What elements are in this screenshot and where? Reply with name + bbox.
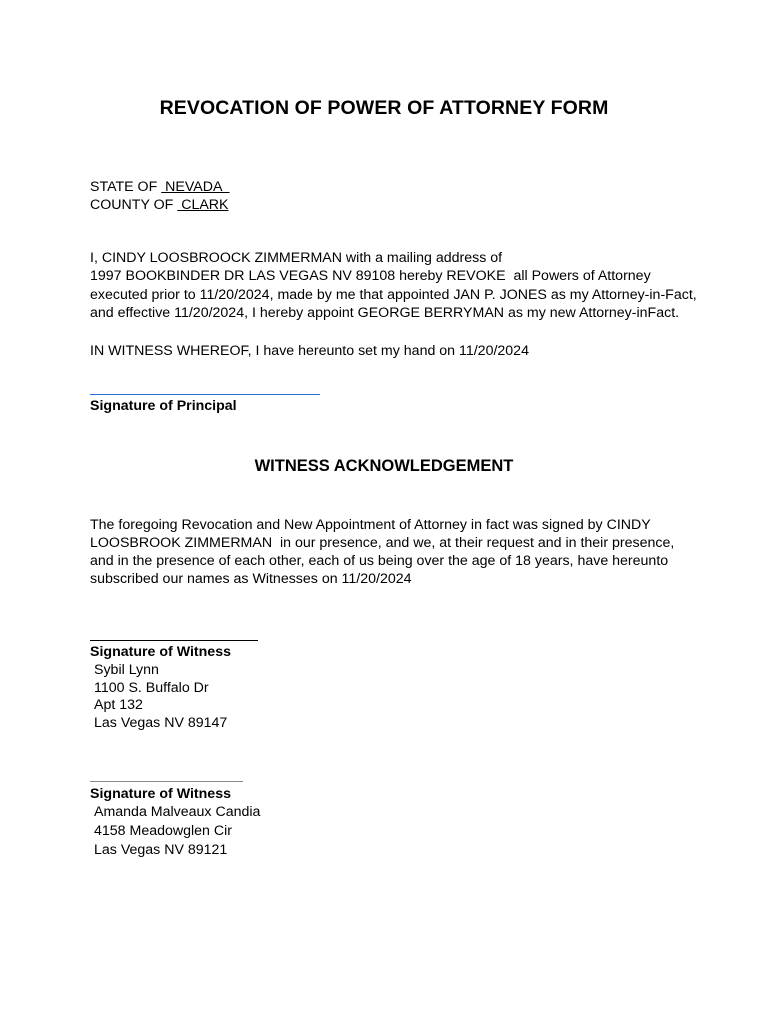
witness-1-address-line: Las Vegas NV 89147: [94, 715, 228, 731]
witness-1-address-line: Apt 132: [94, 697, 143, 713]
witness-paragraph-line: LOOSBROOK ZIMMERMAN in our presence, and we, at their request and in their presence,: [90, 535, 675, 551]
witness-2-signature-line: [90, 781, 243, 782]
witness-1-name: Sybil Lynn: [94, 662, 159, 678]
principal-signature-line: [90, 394, 320, 395]
body-line: executed prior to 11/20/2024, made by me that appointed JAN P. JONES as my Attorney-in-Fact,: [90, 287, 697, 303]
witness-paragraph-line: subscribed our names as Witnesses on 11/20/2024: [90, 571, 412, 587]
body-line: and effective 11/20/2024, I hereby appoint GEORGE BERRYMAN as my new Attorney-inFact.: [90, 305, 680, 321]
county-line: [90, 196, 229, 214]
principal-signature-label: Signature of Principal: [90, 398, 237, 414]
witness-2-signature-label: Signature of Witness: [90, 786, 231, 802]
witness-whereof-statement: IN WITNESS WHEREOF, I have hereunto set my hand on 11/20/2024: [90, 343, 529, 359]
witness-1-signature-label: Signature of Witness: [90, 644, 231, 660]
witness-1-signature-line: [90, 640, 258, 641]
county-value: CLARK: [177, 197, 229, 213]
state-label: STATE OF: [90, 179, 158, 195]
state-line: [90, 178, 230, 196]
witness-2-name: Amanda Malveaux Candia: [94, 804, 261, 820]
witness-section-title: WITNESS ACKNOWLEDGEMENT: [254, 457, 514, 475]
witness-2-address-line: 4158 Meadowglen Cir: [94, 823, 233, 839]
county-label: COUNTY OF: [90, 197, 174, 213]
state-value: NEVADA: [161, 179, 230, 195]
witness-1-address-line: 1100 S. Buffalo Dr: [94, 680, 209, 696]
body-line: 1997 BOOKBINDER DR LAS VEGAS NV 89108 hereby REVOKE all Powers of Attorney: [90, 268, 651, 284]
body-line: I, CINDY LOOSBROOCK ZIMMERMAN with a mailing address of: [90, 250, 503, 266]
witness-paragraph-line: The foregoing Revocation and New Appointment of Attorney in fact was signed by CINDY: [90, 517, 651, 533]
witness-paragraph-line: and in the presence of each other, each of us being over the age of 18 years, have hereunto: [90, 553, 669, 569]
witness-2-address-line: Las Vegas NV 89121: [94, 842, 228, 858]
document-title: REVOCATION OF POWER OF ATTORNEY FORM: [159, 97, 609, 119]
